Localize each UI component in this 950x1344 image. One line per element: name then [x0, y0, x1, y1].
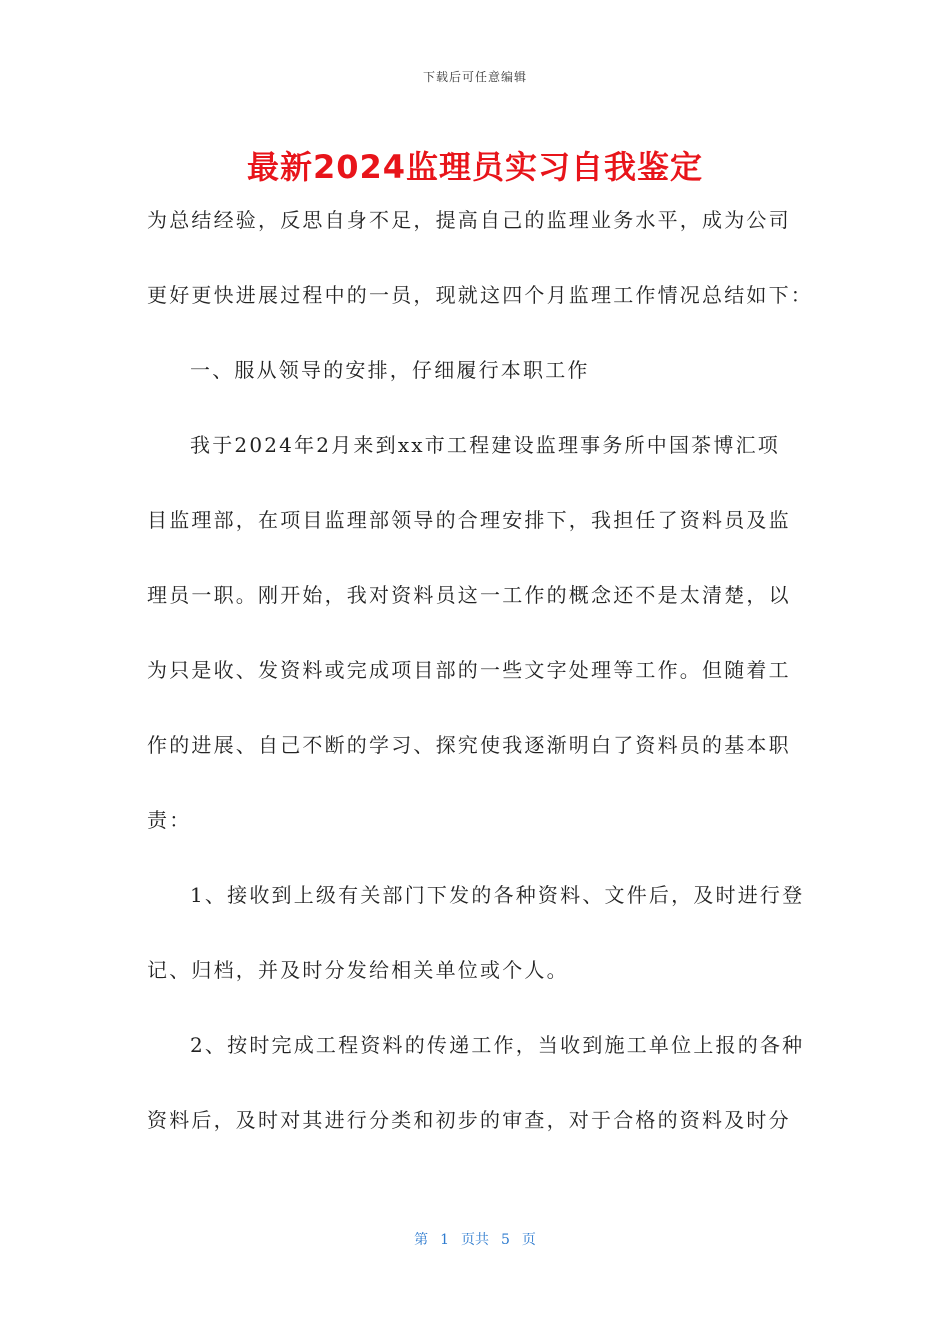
footer-current-page: 1: [440, 1232, 449, 1248]
body-line: 目监理部，在项目监理部领导的合理安排下，我担任了资料员及监: [147, 508, 791, 532]
footer-total-pages: 5: [501, 1232, 510, 1248]
document-body: [147, 183, 813, 1158]
body-line: 记、归档，并及时分发给相关单位或个人。: [147, 958, 569, 982]
footer-suffix: 页: [521, 1232, 536, 1248]
body-line: 资料后，及时对其进行分类和初步的审查，对于合格的资料及时分: [147, 1108, 791, 1132]
body-line: 为总结经验，反思自身不足，提高自己的监理业务水平，成为公司: [147, 208, 791, 232]
footer-middle: 页共: [461, 1232, 489, 1248]
header-note: 下载后可任意编辑: [422, 70, 527, 84]
page-footer: [0, 1229, 950, 1249]
body-line: 2、按时完成工程资料的传递工作，当收到施工单位上报的各种: [190, 1033, 805, 1057]
body-line: 我于2024年2月来到xx市工程建设监理事务所中国茶博汇项: [190, 433, 780, 457]
footer-prefix: 第: [414, 1232, 429, 1248]
body-line: 更好更快进展过程中的一员，现就这四个月监理工作情况总结如下：: [147, 283, 813, 307]
body-line: 作的进展、自己不断的学习、探究使我逐渐明白了资料员的基本职: [147, 733, 791, 757]
body-line: 理员一职。刚开始，我对资料员这一工作的概念还不是太清楚，以: [147, 583, 791, 607]
document-title: 最新2024监理员实习自我鉴定: [246, 148, 704, 186]
body-line: 为只是收、发资料或完成项目部的一些文字处理等工作。但随着工: [147, 658, 791, 682]
body-line: 责：: [147, 808, 192, 832]
body-line: 1、接收到上级有关部门下发的各种资料、文件后，及时进行登: [190, 883, 805, 907]
body-line: 一、服从领导的安排，仔细履行本职工作: [190, 358, 590, 382]
